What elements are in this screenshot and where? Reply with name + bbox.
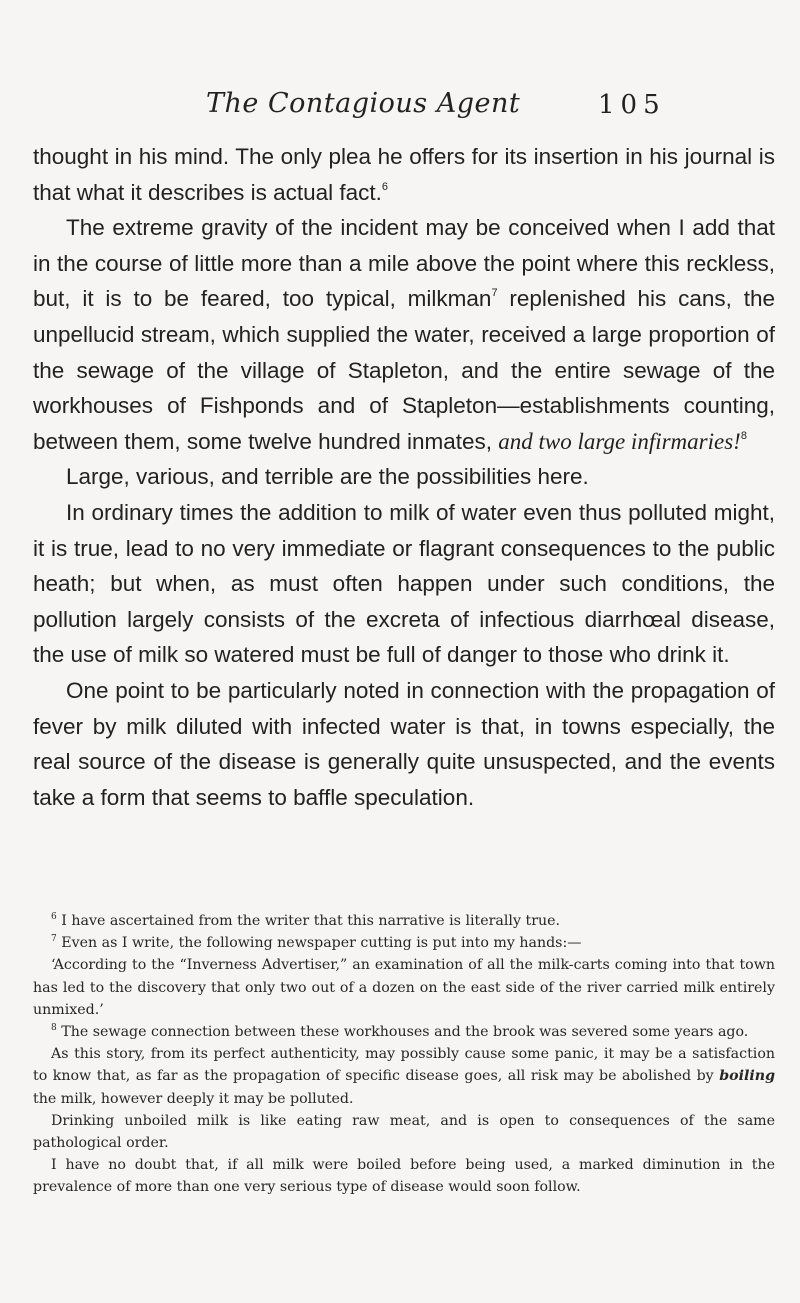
- running-title: The Contagious Agent: [206, 88, 521, 119]
- body-text: [33, 139, 775, 815]
- paragraph-3: Large, various, and terrible are the possibilities here.: [66, 464, 589, 490]
- emphasis-infirmaries: and two large infirmaries!: [498, 428, 741, 454]
- emphasis-boiling: boiling: [719, 1068, 775, 1085]
- footnotes: [33, 910, 775, 1199]
- footnote-ref-6: 6: [381, 180, 389, 193]
- page-number: 105: [598, 90, 666, 120]
- footnote-6: $^6$ I have ascertained from the writer that this narrative is literally true.: [51, 912, 561, 929]
- paragraph-1: thought in his mind. The only plea he offers for its insertion in his journal is that what it describes is actual fact.$^6$: [33, 144, 775, 205]
- paragraph-4: In ordinary times the addition to milk of water even thus polluted might, it is true, lead to no very immediate or flagrant consequences to the public heath; but when, as must often happen under such conditions, the pollution largely consists of the excreta of infectious diarrhœal disease, the use of milk so watered must be full of danger to those who drink it.: [33, 499, 775, 668]
- footnote-ref-8: 8: [740, 429, 747, 442]
- footnote-ref-7: 7: [491, 287, 498, 300]
- paragraph-5: One point to be particularly noted in connection with the propagation of fever by milk diluted with infected water is that, in towns especially, the real source of the disease is generally quite unsuspected, and the events take a form that seems to baffle speculation.: [33, 677, 775, 810]
- footnote-8-para-3: Drinking unboiled milk is like eating raw meat, and is open to consequences of the same pathological order.: [33, 1112, 775, 1152]
- footnote-7: $^7$ Even as I write, the following newspaper cutting is put into my hands:—: [51, 934, 582, 952]
- footnote-8-para-4: I have no doubt that, if all milk were boiled before being used, a marked diminution in the prevalence of more than one very serious type of disease would soon follow.: [33, 1157, 775, 1196]
- running-head: [0, 88, 800, 128]
- paragraph-2: The extreme gravity of the incident may be conceived when I add that in the course of little more than a mile above the point where this reckless, but, it is to be feared, too typical, milkman$^7$ replenished his cans, the unpellucid stream, which supplied the water, received a large proportion of the sewage of the village of Stapleton, and the entire sewage of the workhouses of Fishponds and of Stapleton—establishments counting, between them, some twelve hundred inmates, and two large infirmaries!$^8$: [33, 215, 775, 454]
- footnote-7-quote: ‘According to the “Inverness Advertiser,” an examination of all the milk-carts coming into that town has led to the discovery that only two out of a dozen on the east side of the river carried milk entirely unmixed.’: [33, 957, 775, 1018]
- footnote-8-para-2: As this story, from its perfect authenticity, may possibly cause some panic, it may be a satisfaction to know that, as far as the propagation of specific disease goes, all risk may be abolished by boiling the milk, however deeply it may be polluted.: [33, 1046, 775, 1107]
- footnote-8: $^8$ The sewage connection between these workhouses and the brook was severed some years ago.: [51, 1023, 749, 1041]
